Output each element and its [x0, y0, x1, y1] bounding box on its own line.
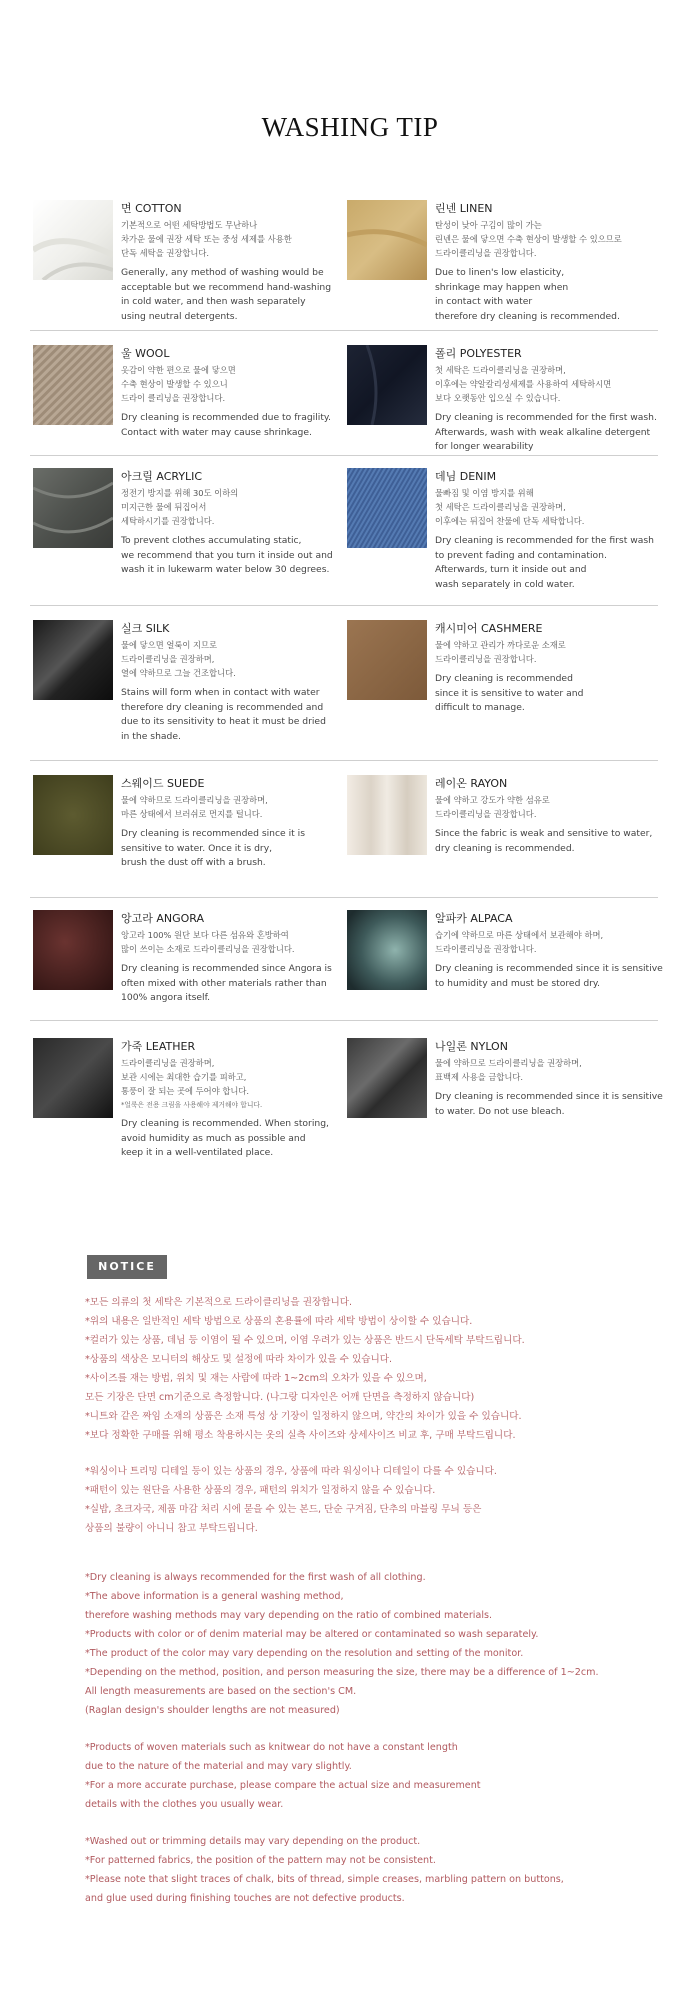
fabric-name: 면 COTTON: [121, 202, 182, 215]
fabric-name: 레이온 RAYON: [435, 777, 508, 790]
fabric-name: 실크 SILK: [121, 622, 170, 635]
fabric-name: 알파카 ALPACA: [435, 912, 513, 925]
fabric-desc-ko: 물에 약하고 관리가 까다로운 소재로 드라이클리닝을 권장합니다.: [435, 640, 566, 664]
fabric-desc-en: Dry cleaning is recommended since it is sensitive to humidity and must be stored dry.: [435, 963, 663, 989]
fabric-name: 울 WOOL: [121, 347, 170, 360]
fabric-name: 앙고라 ANGORA: [121, 912, 205, 925]
linen-swatch-image: [347, 200, 427, 280]
fabric-desc-en: Dry cleaning is recommended since it is sensitive to water and difficult to manage.: [435, 673, 584, 713]
fabric-desc-en: Dry cleaning is recommended. When storing, avoid humidity as much as possible and keep it in a well-ventilated place.: [121, 1118, 329, 1158]
fabric-name: 가죽 LEATHER: [121, 1040, 196, 1053]
fabric-name: 폴리 POLYESTER: [435, 347, 522, 360]
denim-swatch-image: [347, 468, 427, 548]
fabric-desc-en: Dry cleaning is recommended since it is sensitive to water. Do not use bleach.: [435, 1091, 663, 1117]
fabric-name: 데님 DENIM: [435, 470, 497, 483]
rayon-swatch-image: [347, 775, 427, 855]
fabric-desc-en: Since the fabric is weak and sensitive to water, dry cleaning is recommended.: [435, 828, 653, 854]
page-title: WASHING TIP: [261, 112, 439, 142]
fabric-desc-ko: 첫 세탁은 드라이클리닝을 권장하며, 이후에는 약알칼리성세제를 사용하여 세탁하시면 보다 오랫동안 입으실 수 있습니다.: [435, 365, 612, 403]
fabric-desc-ko: 물에 약하므로 드라이클리닝을 권장하며, 마른 상태에서 브러쉬로 먼지를 털니다.: [121, 795, 268, 819]
fabric-desc-ko: 드라이클리닝을 권장하며, 보관 시에는 최대한 습기를 피하고, 통풍이 잘 되는 곳에 두어야 합니다.: [121, 1058, 250, 1096]
silk-swatch-image: [33, 620, 113, 700]
fabric-name: 캐시미어 CASHMERE: [435, 622, 543, 635]
cashmere-swatch-image: [347, 620, 427, 700]
wool-swatch-image: [33, 345, 113, 425]
fabric-name: 나일론 NYLON: [435, 1040, 508, 1053]
row-divider: [30, 330, 658, 331]
suede-swatch-image: [33, 775, 113, 855]
nylon-swatch-image: [347, 1038, 427, 1118]
cotton-swatch-image: [33, 200, 113, 280]
fabric-name: 린넨 LINEN: [435, 202, 493, 215]
fabric-desc-en: Dry cleaning is recommended due to fragility. Contact with water may cause shrinkage.: [121, 412, 331, 438]
fabric-desc-en: Dry cleaning is recommended for the first wash to prevent fading and contamination. Afterwards, turn it inside out and wash separately in cold water.: [435, 535, 654, 590]
fabric-desc-en: Dry cleaning is recommended since it is sensitive to water. Once it is dry, brush the dust off with a brush.: [121, 828, 306, 868]
notice-badge: NOTICE: [87, 1255, 167, 1279]
row-divider: [30, 605, 658, 606]
fabric-desc-ko: 옷감이 약한 편으로 물에 닿으면 수축 현상이 발생할 수 있으니 드라이 클리닝을 권장합니다.: [121, 365, 236, 403]
fabric-desc-en: Generally, any method of washing would be acceptable but we recommend hand-washing in cold water, and then wash separately using neutral detergents.: [121, 267, 332, 322]
row-divider: [30, 897, 658, 898]
fabric-desc-ko: 물에 약하고 강도가 약한 섬유로 드라이클리닝을 권장합니다.: [435, 795, 550, 819]
polyester-swatch-image: [347, 345, 427, 425]
notice-en-block-1: *Dry cleaning is always recommended for the first wash of all clothing. *The above information is a general washing method, therefore washing methods may vary depending on the ratio of combined materials. *Products with color or of denim material may be altered or contaminated so wash separately. *The product of the color may vary depending on the resolution and setting of the monitor. *Depending on the method, position, and person measuring the size, there may be a difference of 1~2cm. All length measurements are based on the section's CM. (Raglan design's shoulder lengths are not measured): [85, 1572, 599, 1716]
fabric-desc-en: Dry cleaning is recommended since Angora is often mixed with other materials rather than 100% angora itself.: [121, 963, 332, 1003]
fabric-desc-ko: 물에 닿으면 얼룩이 지므로 드라이클리닝을 권장하며, 열에 약하므로 그늘 건조합니다.: [121, 640, 236, 678]
fabric-desc-ko: 습기에 약하므로 마른 상태에서 보관해야 하며, 드라이클리닝을 권장합니다.: [435, 930, 604, 954]
fabric-desc-en: Dry cleaning is recommended for the first wash. Afterwards, wash with weak alkaline detergent for longer wearability: [435, 412, 657, 452]
notice-ko-block-1: *모든 의류의 첫 세탁은 기본적으로 드라이클리닝을 권장합니다. *위의 내용은 일반적인 세탁 방법으로 상품의 혼용률에 따라 세탁 방법이 상이할 수 있습니다. *컬러가 있는 상품, 데님 등 이염이 될 수 있으며, 이염 우려가 있는 상품은 반드시 단독세탁 부탁드립니다. *상품의 색상은 모니터의 해상도 및 설정에 따라 차이가 있을 수 있습니다. *사이즈를 재는 방법, 위치 및 재는 사람에 따라 1~2cm의 오차가 있을 수 있으며, 모든 기장은 단면 cm기준으로 측정합니다. (나그랑 디자인은 어깨 단면을 측정하지 않습니다) *니트와 같은 짜임 소재의 상품은 소재 특성 상 기장이 일정하지 않으며, 약간의 차이가 있을 수 있습니다. *보다 정확한 구매를 위해 평소 착용하시는 옷의 실측 사이즈와 상세사이즈 비교 후, 구매 부탁드립니다.: [85, 1297, 525, 1441]
acrylic-swatch-image: [33, 468, 113, 548]
notice-en-block-3: *Washed out or trimming details may vary depending on the product. *For patterned fabrics, the position of the pattern may not be consistent. *Please note that slight traces of chalk, bits of thread, simple creases, marbling pattern on buttons, and glue used during finishing touches are not defective products.: [85, 1836, 564, 1904]
fabric-note-ko: *얼룩은 전용 크림을 사용해야 제거해야 합니다.: [121, 1101, 263, 1109]
fabric-desc-en: Due to linen's low elasticity, shrinkage may happen when in contact with water therefore dry cleaning is recommended.: [435, 267, 620, 322]
notice-en-block-2: *Products of woven materials such as knitwear do not have a constant length due to the nature of the material and may vary slightly. *For a more accurate purchase, please compare the actual size and measurement details with the clothes you usually wear.: [85, 1742, 481, 1810]
fabric-desc-en: Stains will form when in contact with water therefore dry cleaning is recommended and due to its sensitivity to heat it must be dried in the shade.: [121, 687, 326, 742]
fabric-name: 스웨이드 SUEDE: [121, 777, 205, 790]
angora-swatch-image: [33, 910, 113, 990]
row-divider: [30, 455, 658, 456]
fabric-name: 아크릴 ACRYLIC: [121, 470, 203, 483]
row-divider: [30, 760, 658, 761]
alpaca-swatch-image: [347, 910, 427, 990]
fabric-desc-ko: 앙고라 100% 원단 보다 다른 섬유와 혼방하여 많이 쓰이는 소재로 드라이클리닝을 권장합니다.: [121, 930, 295, 954]
leather-swatch-image: [33, 1038, 113, 1118]
fabric-desc-ko: 정전기 방지를 위해 30도 이하의 미지근한 물에 뒤집어서 세탁하시기를 권장합니다.: [121, 488, 239, 526]
fabric-desc-ko: 탄성이 낮아 구김이 많이 가는 린넨은 물에 닿으면 수축 현상이 발생할 수 있으므로 드라이클리닝을 권장합니다.: [435, 220, 622, 258]
fabric-desc-en: To prevent clothes accumulating static, we recommend that you turn it inside out and wash it in lukewarm water below 30 degrees.: [121, 535, 333, 575]
row-divider: [30, 1020, 658, 1021]
fabric-desc-ko: 물빠짐 및 이염 방지를 위해 첫 세탁은 드라이클리닝을 권장하며, 이후에는 뒤집어 찬물에 단독 세탁합니다.: [435, 488, 585, 526]
notice-ko-block-2: *워싱이나 트리밍 디테일 등이 있는 상품의 경우, 상품에 따라 워싱이나 디테일이 다를 수 있습니다. *패턴이 있는 원단을 사용한 상품의 경우, 패턴의 위치가 일정하지 않을 수 있습니다. *실밥, 초크자국, 제품 마감 처리 시에 묻을 수 있는 본드, 단순 구겨짐, 단추의 마블링 무늬 등은 상품의 불량이 아니니 참고 부탁드립니다.: [85, 1466, 497, 1534]
fabric-desc-ko: 물에 약하므로 드라이클리닝을 권장하며, 표백제 사용을 금합니다.: [435, 1058, 582, 1082]
fabric-desc-ko: 기본적으로 어떤 세탁방법도 무난하나 차가운 물에 권장 세탁 또는 중성 세제를 사용한 단독 세탁을 권장합니다.: [121, 220, 292, 258]
